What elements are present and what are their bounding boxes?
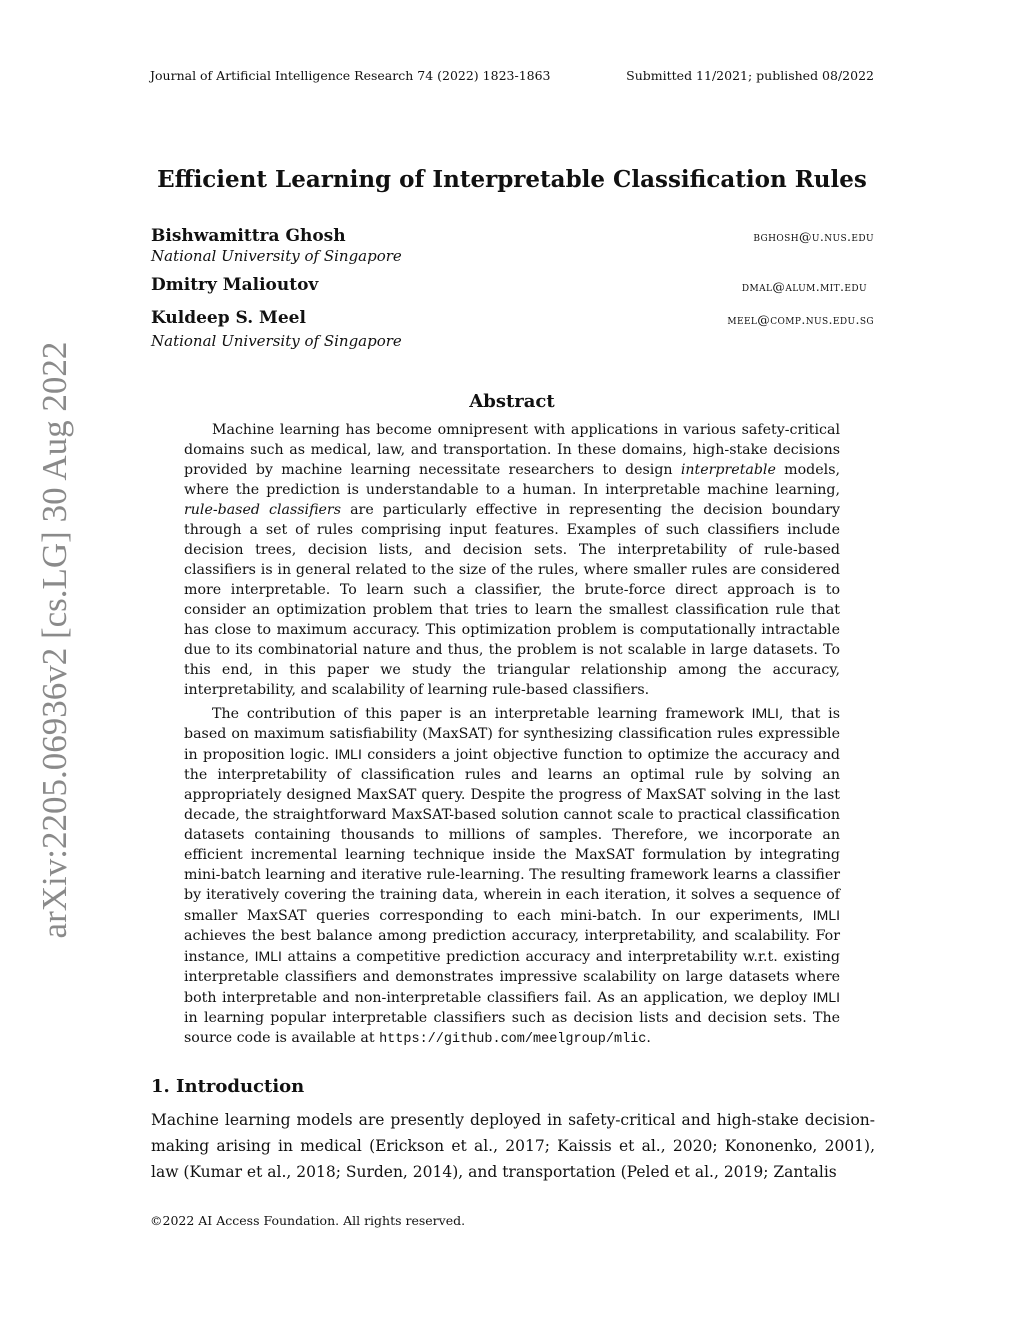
author-affiliation: National University of Singapore bbox=[151, 247, 402, 265]
author-name: Kuldeep S. Meel bbox=[151, 308, 306, 328]
emphasis: interpretable bbox=[680, 462, 776, 478]
system-name: IMLI bbox=[751, 705, 779, 721]
system-name: IMLI bbox=[254, 948, 282, 964]
system-name: IMLI bbox=[334, 746, 362, 762]
submission-dates: Submitted 11/2021; published 08/2022 bbox=[626, 68, 874, 83]
system-name: IMLI bbox=[812, 907, 840, 923]
emphasis: rule-based classifiers bbox=[184, 502, 341, 518]
section-heading: 1. Introduction bbox=[151, 1076, 305, 1097]
introduction-body bbox=[151, 1107, 875, 1185]
introduction-paragraph: Machine learning models are presently deployed in safety-critical and high-stake decision-making arising in medical (Erickson et al., 2017; Kaissis et al., 2020; Kononenko, 2001), law (Kumar et al., 2018; Surden, 2014), and transportation (Peled et al., 2019; Zantalis bbox=[151, 1111, 875, 1181]
author-email[interactable]: dmal@alum.mit.edu bbox=[741, 279, 867, 294]
abstract-heading: Abstract bbox=[469, 391, 555, 412]
abstract-body bbox=[184, 420, 840, 1050]
copyright-notice: ©2022 AI Access Foundation. All rights reserved. bbox=[150, 1213, 466, 1228]
source-code-link[interactable]: https://github.com/meelgroup/mlic bbox=[379, 1032, 647, 1047]
author-email[interactable]: meel@comp.nus.edu.sg bbox=[727, 312, 874, 327]
paper-title: Efficient Learning of Interpretable Classification Rules bbox=[157, 166, 867, 193]
journal-header: Journal of Artificial Intelligence Research 74 (2022) 1823-1863 bbox=[150, 68, 551, 83]
system-name: IMLI bbox=[812, 989, 840, 1005]
author-name: Dmitry Malioutov bbox=[151, 275, 319, 295]
author-email[interactable]: bghosh@u.nus.edu bbox=[753, 229, 874, 244]
author-affiliation: National University of Singapore bbox=[151, 332, 402, 350]
author-name: Bishwamittra Ghosh bbox=[151, 226, 346, 246]
arxiv-stamp: arXiv:2205.06936v2 [cs.LG] 30 Aug 2022 bbox=[35, 341, 74, 939]
abstract-paragraph-2: The contribution of this paper is an interpretable learning framework IMLI, that is based on maximum satisfiability (MaxSAT) for synthesizing classification rules expressible in proposition logic. IMLI considers a joint objective function to optimize the accuracy and the interpretability of classification rules and learns an optimal rule by solving an appropriately designed MaxSAT query. Despite the progress of MaxSAT solving in the last decade, the straightforward MaxSAT-based solution cannot scale to practical classification datasets containing thousands to millions of samples. Therefore, we incorporate an efficient incremental learning technique inside the MaxSAT formulation by integrating mini-batch learning and iterative rule-learning. The resulting framework learns a classifier by iteratively covering the training data, wherein in each iteration, it solves a sequence of smaller MaxSAT queries corresponding to each mini-batch. In our experiments, IMLI achieves the best balance among prediction accuracy, interpretability, and scalability. For instance, IMLI attains a competitive prediction accuracy and interpretability w.r.t. existing interpretable classifiers and demonstrates impressive scalability on large datasets where both interpretable and non-interpretable classifiers fail. As an application, we deploy IMLI in learning popular interpretable classifiers such as decision lists and decision sets. The source code is available at https://github.com/meelgroup/mlic. bbox=[184, 705, 840, 1047]
abstract-paragraph-1: Machine learning has become omnipresent with applications in various safety-critical domains such as medical, law, and transportation. In these domains, high-stake decisions provided by machine learning necessitate researchers to design interpretable models, where the prediction is understandable to a human. In interpretable machine learning, rule-based classifiers are particularly effective in representing the decision boundary through a set of rules comprising input features. Examples of such classifiers include decision trees, decision lists, and decision sets. The interpretability of rule-based classifiers is in general related to the size of the rules, where smaller rules are considered more interpretable. To learn such a classifier, the brute-force direct approach is to consider an optimization problem that tries to learn the smallest classification rule that has close to maximum accuracy. This optimization problem is computationally intractable due to its combinatorial nature and thus, the problem is not scalable in large datasets. To this end, in this paper we study the triangular relationship among the accuracy, interpretability, and scalability of learning rule-based classifiers. bbox=[184, 422, 841, 698]
